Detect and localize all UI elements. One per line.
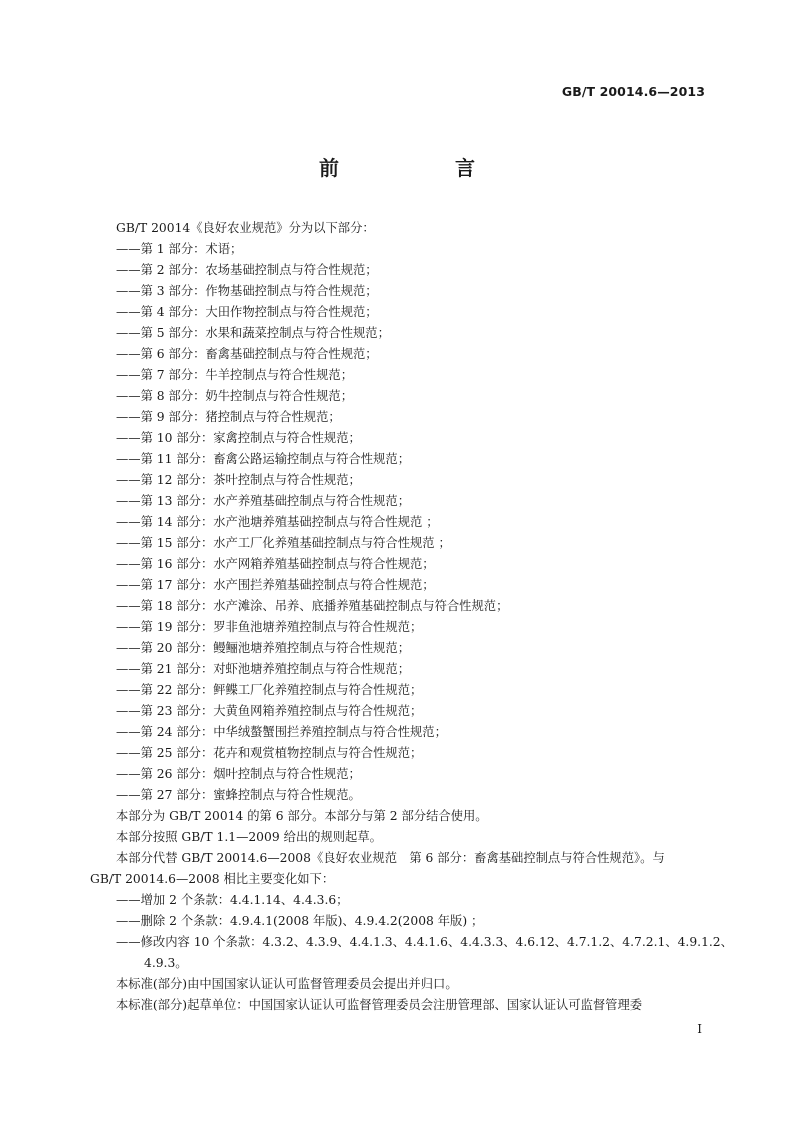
part-list-item: ——第 8 部分：奶牛控制点与符合性规范； (116, 389, 353, 403)
part-list-item: ——第 21 部分：对虾池塘养殖控制点与符合性规范； (116, 662, 410, 676)
part-list-item: ——第 11 部分：畜禽公路运输控制点与符合性规范； (116, 452, 410, 466)
part-list-item: ——第 17 部分：水产围拦养殖基础控制点与符合性规范； (116, 578, 435, 592)
part-list-item: ——第 23 部分：大黄鱼网箱养殖控制点与符合性规范； (116, 704, 423, 718)
part-list-item: ——第 15 部分：水产工厂化养殖基础控制点与符合性规范 ； (116, 536, 451, 550)
paragraph-replace-line1: 本部分代替 GB/T 20014.6—2008《良好农业规范 第 6 部分：畜禽基础控制点与符合性规范》。与 (116, 851, 665, 865)
part-list-item: ——第 18 部分：水产滩涂、吊养、底播养殖基础控制点与符合性规范； (116, 599, 509, 613)
part-list-item: ——第 25 部分：花卉和观赏植物控制点与符合性规范； (116, 746, 423, 760)
part-list-item: ——第 2 部分：农场基础控制点与符合性规范； (116, 263, 378, 277)
intro-paragraph: GB/T 20014《良好农业规范》分为以下部分： (116, 221, 375, 235)
paragraph-part6: 本部分为 GB/T 20014 的第 6 部分。本部分与第 2 部分结合使用。 (116, 809, 488, 823)
part-list-item: ——第 26 部分：烟叶控制点与符合性规范； (116, 767, 361, 781)
part-list-item: ——第 19 部分：罗非鱼池塘养殖控制点与符合性规范； (116, 620, 423, 634)
part-list-item: ——第 27 部分：蜜蜂控制点与符合性规范。 (116, 788, 361, 802)
change-delete: ——删除 2 个条款：4.9.4.1(2008 年版)、4.9.4.2(2008 年版) ； (116, 914, 484, 928)
part-list-item: ——第 22 部分：鲆鲽工厂化养殖控制点与符合性规范； (116, 683, 423, 697)
paragraph-drafter: 本标准(部分)起草单位：中国国家认证认可监督管理委员会注册管理部、国家认证认可监督管理委 (116, 998, 643, 1012)
parts-list (90, 239, 706, 806)
paragraph-proposer: 本标准(部分)由中国国家认证认可监督管理委员会提出并归口。 (116, 977, 458, 991)
page-title: 前 言 (319, 156, 523, 180)
page-number: I (697, 1022, 702, 1036)
paragraph-replace-line2: GB/T 20014.6—2008 相比主要变化如下： (90, 872, 335, 886)
part-list-item: ——第 7 部分：牛羊控制点与符合性规范； (116, 368, 353, 382)
standard-code: GB/T 20014.6—2013 (561, 84, 705, 99)
part-list-item: ——第 10 部分：家禽控制点与符合性规范； (116, 431, 361, 445)
part-list-item: ——第 9 部分：猪控制点与符合性规范； (116, 410, 341, 424)
change-modify-line1: ——修改内容 10 个条款：4.3.2、4.3.9、4.4.1.3、4.4.1.6、4.4.3.3、4.6.12、4.7.1.2、4.7.2.1、4.9.1.2、 (116, 935, 733, 949)
change-modify-line2: 4.9.3。 (144, 956, 188, 970)
part-list-item: ——第 1 部分：术语； (116, 242, 243, 256)
part-list-item: ——第 14 部分：水产池塘养殖基础控制点与符合性规范 ； (116, 515, 439, 529)
part-list-item: ——第 20 部分：鳗鲡池塘养殖控制点与符合性规范； (116, 641, 410, 655)
part-list-item: ——第 24 部分：中华绒螯蟹围拦养殖控制点与符合性规范； (116, 725, 447, 739)
part-list-item: ——第 12 部分：茶叶控制点与符合性规范； (116, 473, 361, 487)
part-list-item: ——第 3 部分：作物基础控制点与符合性规范； (116, 284, 378, 298)
part-list-item: ——第 4 部分：大田作物控制点与符合性规范； (116, 305, 378, 319)
part-list-item: ——第 16 部分：水产网箱养殖基础控制点与符合性规范； (116, 557, 435, 571)
change-add: ——增加 2 个条款：4.4.1.14、4.4.3.6； (116, 893, 349, 907)
paragraph-rules: 本部分按照 GB/T 1.1—2009 给出的规则起草。 (116, 830, 382, 844)
part-list-item: ——第 6 部分：畜禽基础控制点与符合性规范； (116, 347, 378, 361)
part-list-item: ——第 13 部分：水产养殖基础控制点与符合性规范； (116, 494, 410, 508)
document-body (90, 218, 733, 1016)
part-list-item: ——第 5 部分：水果和蔬菜控制点与符合性规范； (116, 326, 390, 340)
